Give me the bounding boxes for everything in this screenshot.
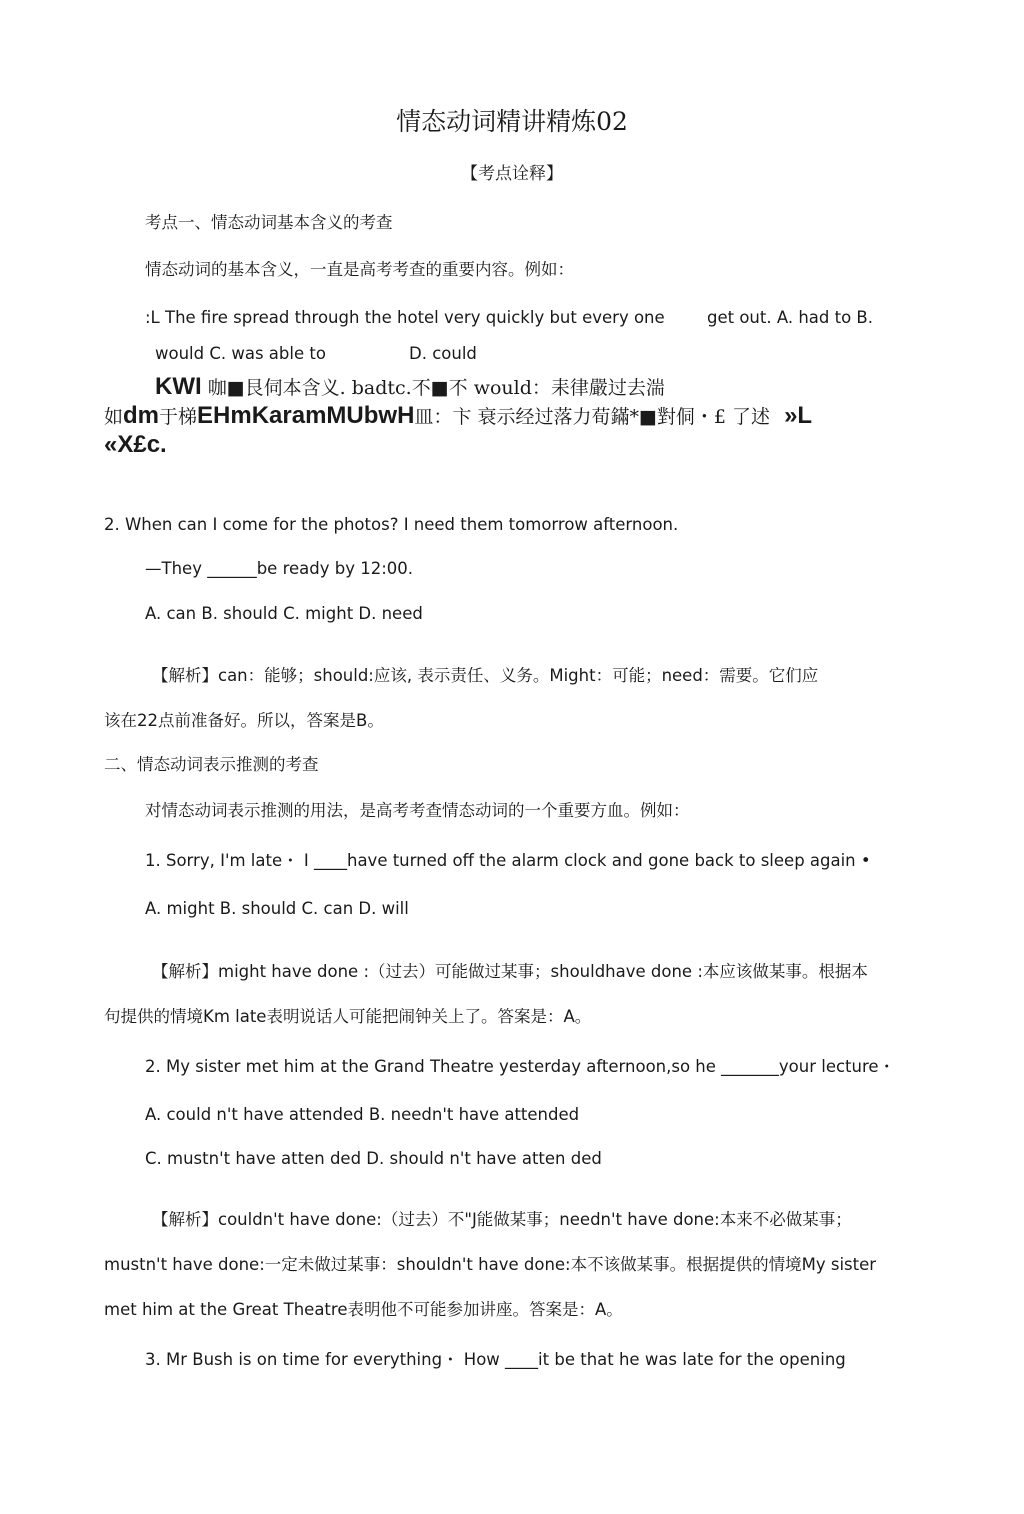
question-2-line-1: 2. When can I come for the photos? I need them tomorrow afternoon. [104,515,679,534]
answer-3-line-1: 【解析】might have done :（过去）可能做过某事；shouldhave done :本应该做某事。根据本 [152,962,868,981]
ocr-garbled-line-3 [104,431,167,460]
garbled-fragment: 皿：卞 衰示经过落力荀鏋*■對侗・£ 了述 [414,406,771,428]
answer-4-line-1: 【解析】couldn't have done:（过去）不"J能做某事；needn't have done:本来不必做某事； [152,1210,852,1229]
question-1-line-1b: get out. A. had to B. [707,308,873,327]
question-5-line-1: 3. Mr Bush is on time for everything・ How ____it be that he was late for the opening [145,1350,846,1369]
question-4-options-1: A. could n't have attended B. needn't have attended [145,1105,580,1124]
question-1-line-2a: would C. was able to [155,344,326,363]
answer-4-line-3: met him at the Great Theatre表明他不可能参加讲座。答案是：A。 [104,1300,623,1319]
question-4-options-2: C. mustn't have atten ded D. should n't have atten ded [145,1149,602,1168]
question-2-line-2: —They ______be ready by 12:00. [145,559,414,578]
answer-2-line-2: 该在22点前准备好。所以，答案是B。 [104,711,384,730]
question-1-line-1a: :L The fire spread through the hotel very quickly but every one [145,308,665,327]
garbled-fragment: 咖■艮伺本含义. badtc.不■不 would：耒律嚴过去湍 [207,377,665,399]
ocr-garbled-line-1 [155,373,665,402]
garbled-fragment: EHmKaramMUbwH [197,402,415,429]
question-4-line-1: 2. My sister met him at the Grand Theatre yesterday afternoon,so he _______your lecture・ [145,1057,896,1076]
garbled-fragment: «X£c. [104,431,167,458]
garbled-fragment: 如 [104,406,124,428]
answer-4-line-2: mustn't have done:一定未做过某事：shouldn't have done:本不该做某事。根据提供的情境My sister [104,1255,877,1274]
question-3-line-1: 1. Sorry, I'm late・ I ____have turned off the alarm clock and gone back to sleep again • [145,851,871,870]
answer-2-line-1: 【解析】can：能够；should:应该, 表示责任、义务。Might：可能；need：需要。它们应 [152,666,819,685]
ocr-garbled-line-2 [104,402,812,431]
garbled-fragment: 于梯 [159,406,198,428]
garbled-fragment: »L [784,402,813,429]
section-1-intro: 情态动词的基本含义，一直是高考考查的重要内容。例如： [145,260,574,279]
section-subtitle: 【考点诠释】 [461,164,563,184]
question-1-line-2b: D. could [409,344,477,363]
answer-3-line-2: 句提供的情境Km late表明说话人可能把闹钟关上了。答案是：A。 [104,1007,592,1026]
garbled-fragment: dm [123,402,160,429]
question-2-options: A. can B. should C. might D. need [145,604,423,623]
section-2-heading: 二、情态动词表示推测的考查 [104,755,319,774]
question-3-options: A. might B. should C. can D. will [145,899,409,918]
section-2-intro: 对情态动词表示推测的用法，是高考考查情态动词的一个重要方血。例如： [145,801,690,820]
page-title: 情态动词精讲精炼02 [396,107,628,136]
garbled-fragment: KWI [155,373,202,400]
section-1-heading: 考点一、情态动词基本含义的考查 [145,213,393,232]
